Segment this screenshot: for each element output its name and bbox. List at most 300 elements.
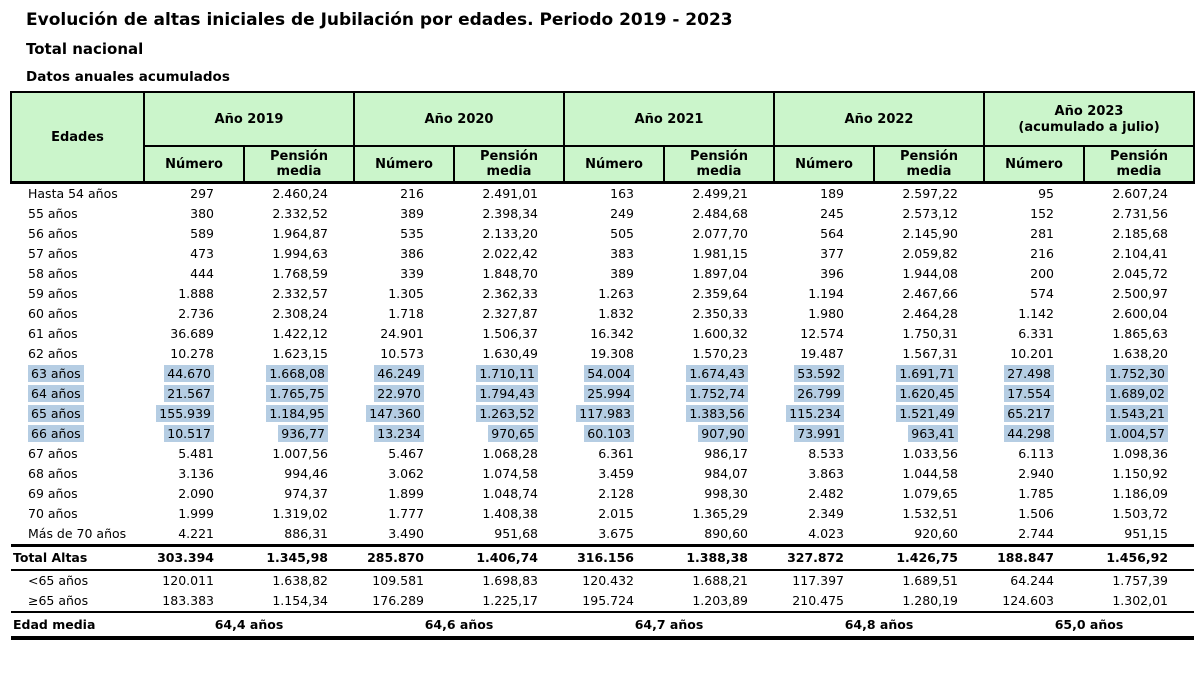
pension-cell: 2.133,20 xyxy=(482,226,538,241)
selection-highlight: 1.263,52 xyxy=(476,405,538,422)
header-year-2020: Año 2020 xyxy=(354,92,564,146)
table-row xyxy=(11,484,1194,504)
number-cell: 1.785 xyxy=(1018,486,1054,501)
selection-highlight: 65 años xyxy=(28,405,84,422)
row-label: Más de 70 años xyxy=(28,526,127,541)
pension-cell: 984,07 xyxy=(704,466,748,481)
selection-highlight: 907,90 xyxy=(698,425,748,442)
page-note: Datos anuales acumulados xyxy=(26,69,230,85)
pension-cell xyxy=(664,424,774,444)
number-cell: 3.062 xyxy=(388,466,424,481)
selection-highlight: 65.217 xyxy=(1004,405,1054,422)
number-cell: 389 xyxy=(400,206,424,221)
pension-cell: 986,17 xyxy=(704,446,748,461)
row-label: Hasta 54 años xyxy=(28,186,118,201)
number-cell: 473 xyxy=(190,246,214,261)
number-cell: 389 xyxy=(610,266,634,281)
number-cell: 36.689 xyxy=(170,326,214,341)
pension-cell xyxy=(874,424,984,444)
number-cell: 245 xyxy=(820,206,844,221)
selection-highlight: 1.752,74 xyxy=(686,385,748,402)
number-cell: 377 xyxy=(820,246,844,261)
selection-highlight: 1.543,21 xyxy=(1106,405,1168,422)
selection-highlight: 147.360 xyxy=(366,405,424,422)
pension-cell: 2.499,21 xyxy=(692,186,748,201)
pension-cell: 1.600,32 xyxy=(692,326,748,341)
selection-highlight: 60.103 xyxy=(584,425,634,442)
pension-cell xyxy=(244,364,354,384)
number-cell: 1.832 xyxy=(598,306,634,321)
pension-cell: 1.750,31 xyxy=(902,326,958,341)
pension-cell: 2.573,12 xyxy=(902,206,958,221)
table-row xyxy=(11,304,1194,324)
table-row xyxy=(11,224,1194,244)
pension-cell: 994,46 xyxy=(284,466,328,481)
pension-cell: 2.464,28 xyxy=(902,306,958,321)
table-row xyxy=(11,524,1194,546)
pension-cell: 1.033,56 xyxy=(902,446,958,461)
table-row xyxy=(11,183,1194,205)
number-cell: 1.718 xyxy=(388,306,424,321)
pension-cell: 1.345,98 xyxy=(244,546,354,571)
selection-highlight: 10.517 xyxy=(164,425,214,442)
pension-cell: 998,30 xyxy=(704,486,748,501)
row-label: 67 años xyxy=(28,446,78,461)
number-cell: 297 xyxy=(190,186,214,201)
pension-cell: 2.332,57 xyxy=(272,286,328,301)
pension-cell: 2.600,04 xyxy=(1112,306,1169,321)
row-label xyxy=(11,364,144,384)
pension-cell: 951,68 xyxy=(494,526,538,541)
number-cell: 95 xyxy=(1038,186,1054,201)
header-number: Número xyxy=(564,146,664,183)
pension-cell: 1.630,49 xyxy=(482,346,538,361)
table-row xyxy=(11,364,1194,384)
pension-cell: 2.308,24 xyxy=(272,306,328,321)
row-label: ≥65 años xyxy=(28,593,89,608)
number-cell: 386 xyxy=(400,246,424,261)
pension-cell: 1.079,65 xyxy=(902,486,958,501)
number-cell: 124.603 xyxy=(1002,593,1054,608)
pension-cell: 1.365,29 xyxy=(692,506,748,521)
pension-cell: 1.225,17 xyxy=(482,593,538,608)
pension-cell: 2.022,42 xyxy=(482,246,538,261)
selection-highlight: 1.004,57 xyxy=(1106,425,1168,442)
row-label xyxy=(11,384,144,404)
header-pension: Pensión media xyxy=(244,146,354,183)
header-pension: Pensión media xyxy=(1084,146,1194,183)
selection-highlight: 1.691,71 xyxy=(896,365,958,382)
pension-cell: 1.865,63 xyxy=(1112,326,1169,341)
number-cell: 210.475 xyxy=(792,593,844,608)
table-row xyxy=(11,324,1194,344)
pension-cell: 2.185,68 xyxy=(1112,226,1169,241)
number-cell: 6.361 xyxy=(598,446,634,461)
number-cell: 1.263 xyxy=(598,286,634,301)
number-cell: 574 xyxy=(1030,286,1054,301)
number-cell: 1.142 xyxy=(1018,306,1054,321)
pension-cell xyxy=(454,364,564,384)
number-cell: 3.136 xyxy=(178,466,214,481)
number-cell: 2.744 xyxy=(1018,526,1054,541)
number-cell: 444 xyxy=(190,266,214,281)
selection-highlight: 1.689,02 xyxy=(1106,385,1168,402)
pension-cell: 2.045,72 xyxy=(1112,266,1169,281)
pension-cell: 2.484,68 xyxy=(692,206,748,221)
number-cell: 249 xyxy=(610,206,634,221)
pension-cell: 1.981,15 xyxy=(692,246,748,261)
row-label: 68 años xyxy=(28,466,78,481)
number-cell xyxy=(144,404,244,424)
pension-cell: 1.638,82 xyxy=(272,573,328,588)
pension-cell: 1.048,74 xyxy=(482,486,538,501)
sub-header-row xyxy=(11,146,1194,183)
number-cell: 152 xyxy=(1030,206,1054,221)
pension-cell: 1.068,28 xyxy=(482,446,538,461)
pension-cell xyxy=(1084,384,1194,404)
number-cell xyxy=(354,404,454,424)
header-number: Número xyxy=(144,146,244,183)
table-row xyxy=(11,404,1194,424)
header-pension: Pensión media xyxy=(874,146,984,183)
number-cell: 8.533 xyxy=(808,446,844,461)
number-cell: 1.999 xyxy=(178,506,214,521)
number-cell: 281 xyxy=(1030,226,1054,241)
average-age-cell: 64,4 años xyxy=(144,612,354,638)
number-cell: 3.490 xyxy=(388,526,424,541)
pension-cell xyxy=(1084,404,1194,424)
pension-cell xyxy=(664,384,774,404)
number-cell: 200 xyxy=(1030,266,1054,281)
selection-highlight: 63 años xyxy=(28,365,84,382)
number-cell: 16.342 xyxy=(590,326,634,341)
number-cell xyxy=(564,424,664,444)
header-year-2022: Año 2022 xyxy=(774,92,984,146)
pension-cell: 974,37 xyxy=(284,486,328,501)
row-label: <65 años xyxy=(28,573,89,588)
pension-cell: 1.203,89 xyxy=(692,593,748,608)
number-cell xyxy=(774,424,874,444)
row-label: Edad media xyxy=(11,612,144,638)
number-cell xyxy=(984,364,1084,384)
pension-cell: 1.388,38 xyxy=(664,546,774,571)
header-number: Número xyxy=(354,146,454,183)
pension-cell: 2.104,41 xyxy=(1112,246,1169,261)
pension-cell: 1.074,58 xyxy=(482,466,538,481)
number-cell: 2.090 xyxy=(178,486,214,501)
header-year-2019: Año 2019 xyxy=(144,92,354,146)
pension-cell: 1.848,70 xyxy=(482,266,538,281)
row-label: 60 años xyxy=(28,306,78,321)
row-label: 59 años xyxy=(28,286,78,301)
pension-cell: 1.456,92 xyxy=(1084,546,1194,571)
pension-cell: 1.154,34 xyxy=(272,593,328,608)
table-row xyxy=(11,284,1194,304)
number-cell: 1.899 xyxy=(388,486,424,501)
pension-cell: 2.607,24 xyxy=(1112,186,1169,201)
number-cell: 5.481 xyxy=(178,446,214,461)
selection-highlight: 155.939 xyxy=(156,405,214,422)
row-label: 56 años xyxy=(28,226,78,241)
pension-cell xyxy=(454,384,564,404)
header-edades: Edades xyxy=(11,92,144,183)
number-cell: 12.574 xyxy=(800,326,844,341)
pension-cell: 1.098,36 xyxy=(1112,446,1169,461)
selection-highlight: 1.765,75 xyxy=(266,385,328,402)
number-cell: 2.015 xyxy=(598,506,634,521)
pension-table xyxy=(10,91,1195,640)
number-cell: 589 xyxy=(190,226,214,241)
pension-cell: 1.150,92 xyxy=(1112,466,1169,481)
number-cell: 1.194 xyxy=(808,286,844,301)
row-label xyxy=(11,404,144,424)
pension-cell: 2.059,82 xyxy=(902,246,958,261)
pension-cell xyxy=(664,404,774,424)
pension-cell xyxy=(244,424,354,444)
pension-cell: 1.688,21 xyxy=(692,573,748,588)
number-cell xyxy=(984,384,1084,404)
number-cell xyxy=(774,384,874,404)
pension-cell: 2.460,24 xyxy=(272,186,328,201)
selection-highlight: 1.383,56 xyxy=(686,405,748,422)
number-cell: 120.432 xyxy=(582,573,634,588)
pension-cell: 2.077,70 xyxy=(692,226,748,241)
number-cell xyxy=(564,364,664,384)
number-cell: 6.331 xyxy=(1018,326,1054,341)
number-cell: 109.581 xyxy=(372,573,424,588)
average-age-cell: 64,7 años xyxy=(564,612,774,638)
number-cell: 10.278 xyxy=(170,346,214,361)
number-cell: 2.349 xyxy=(808,506,844,521)
number-cell xyxy=(144,424,244,444)
title-block xyxy=(26,10,1200,85)
pension-cell: 2.332,52 xyxy=(272,206,328,221)
pension-cell: 1.408,38 xyxy=(482,506,538,521)
number-cell: 120.011 xyxy=(162,573,214,588)
pension-cell: 2.398,34 xyxy=(482,206,538,221)
number-cell: 216 xyxy=(400,186,424,201)
number-cell xyxy=(984,424,1084,444)
selection-highlight: 970,65 xyxy=(488,425,538,442)
number-cell: 3.459 xyxy=(598,466,634,481)
pension-cell: 1.638,20 xyxy=(1112,346,1169,361)
pension-cell: 1.768,59 xyxy=(272,266,328,281)
number-cell xyxy=(774,364,874,384)
pension-cell: 920,60 xyxy=(914,526,958,541)
table-row xyxy=(11,464,1194,484)
selection-highlight: 54.004 xyxy=(584,365,634,382)
table-row xyxy=(11,546,1194,571)
selection-highlight: 1.620,45 xyxy=(896,385,958,402)
table-body xyxy=(11,183,1194,639)
pension-cell: 2.500,97 xyxy=(1112,286,1169,301)
table-header xyxy=(11,92,1194,183)
number-cell: 117.397 xyxy=(792,573,844,588)
selection-highlight: 44.298 xyxy=(1004,425,1054,442)
number-cell: 396 xyxy=(820,266,844,281)
pension-cell: 1.570,23 xyxy=(692,346,748,361)
number-cell: 163 xyxy=(610,186,634,201)
average-age-cell: 65,0 años xyxy=(984,612,1194,638)
pension-cell: 1.944,08 xyxy=(902,266,958,281)
pension-cell: 1.406,74 xyxy=(454,546,564,571)
selection-highlight: 13.234 xyxy=(374,425,424,442)
pension-cell: 2.350,33 xyxy=(692,306,748,321)
page-subtitle: Total nacional xyxy=(26,40,144,58)
number-cell: 188.847 xyxy=(984,546,1084,571)
average-age-cell: 64,6 años xyxy=(354,612,564,638)
number-cell: 183.383 xyxy=(162,593,214,608)
number-cell: 19.487 xyxy=(800,346,844,361)
selection-highlight: 73.991 xyxy=(794,425,844,442)
number-cell: 3.863 xyxy=(808,466,844,481)
selection-highlight: 1.794,43 xyxy=(476,385,538,402)
pension-cell: 1.426,75 xyxy=(874,546,984,571)
number-cell xyxy=(354,384,454,404)
pension-cell: 2.491,01 xyxy=(482,186,538,201)
table-row xyxy=(11,244,1194,264)
pension-cell: 1.532,51 xyxy=(902,506,958,521)
selection-highlight: 25.994 xyxy=(584,385,634,402)
header-pension: Pensión media xyxy=(454,146,564,183)
pension-cell xyxy=(454,424,564,444)
pension-cell: 1.503,72 xyxy=(1112,506,1169,521)
pension-cell: 1.567,31 xyxy=(902,346,958,361)
number-cell xyxy=(564,404,664,424)
number-cell: 4.221 xyxy=(178,526,214,541)
selection-highlight: 46.249 xyxy=(374,365,424,382)
number-cell: 383 xyxy=(610,246,634,261)
number-cell: 189 xyxy=(820,186,844,201)
selection-highlight: 117.983 xyxy=(576,405,634,422)
pension-cell: 1.422,12 xyxy=(272,326,328,341)
number-cell: 535 xyxy=(400,226,424,241)
header-year-2021: Año 2021 xyxy=(564,92,774,146)
pension-cell: 1.964,87 xyxy=(272,226,328,241)
selection-highlight: 936,77 xyxy=(278,425,328,442)
page-title: Evolución de altas iniciales de Jubilación por edades. Periodo 2019 - 2023 xyxy=(26,10,733,30)
selection-highlight: 53.592 xyxy=(794,365,844,382)
number-cell: 2.482 xyxy=(808,486,844,501)
number-cell: 195.724 xyxy=(582,593,634,608)
header-number: Número xyxy=(984,146,1084,183)
row-label: 70 años xyxy=(28,506,78,521)
number-cell: 24.901 xyxy=(380,326,424,341)
header-year-2023: Año 2023 (acumulado a julio) xyxy=(984,92,1194,146)
number-cell xyxy=(354,364,454,384)
pension-cell: 2.359,64 xyxy=(692,286,748,301)
pension-cell xyxy=(874,404,984,424)
number-cell: 4.023 xyxy=(808,526,844,541)
pension-cell: 1.044,58 xyxy=(902,466,958,481)
table-row xyxy=(11,424,1194,444)
table-row xyxy=(11,344,1194,364)
pension-cell xyxy=(1084,424,1194,444)
selection-highlight: 1.710,11 xyxy=(476,365,538,382)
number-cell: 1.980 xyxy=(808,306,844,321)
pension-cell: 1.007,56 xyxy=(272,446,328,461)
pension-cell: 2.731,56 xyxy=(1112,206,1169,221)
selection-highlight: 1.668,08 xyxy=(266,365,328,382)
number-cell: 1.888 xyxy=(178,286,214,301)
number-cell: 10.201 xyxy=(1010,346,1054,361)
row-label: 61 años xyxy=(28,326,78,341)
selection-highlight: 963,41 xyxy=(908,425,958,442)
selection-highlight: 115.234 xyxy=(786,405,844,422)
selection-highlight: 1.752,30 xyxy=(1106,365,1168,382)
pension-cell: 1.623,15 xyxy=(272,346,328,361)
selection-highlight: 44.670 xyxy=(164,365,214,382)
number-cell: 2.940 xyxy=(1018,466,1054,481)
pension-cell: 1.506,37 xyxy=(482,326,538,341)
pension-cell xyxy=(874,384,984,404)
pension-cell: 1.757,39 xyxy=(1112,573,1169,588)
number-cell: 285.870 xyxy=(354,546,454,571)
number-cell: 316.156 xyxy=(564,546,664,571)
number-cell: 1.305 xyxy=(388,286,424,301)
table-row xyxy=(11,591,1194,612)
pension-cell: 886,31 xyxy=(284,526,328,541)
row-label xyxy=(11,424,144,444)
row-label: 57 años xyxy=(28,246,78,261)
average-age-cell: 64,8 años xyxy=(774,612,984,638)
row-label: 58 años xyxy=(28,266,78,281)
row-label: Total Altas xyxy=(11,546,144,571)
selection-highlight: 1.674,43 xyxy=(686,365,748,382)
selection-highlight: 1.184,95 xyxy=(266,405,328,422)
number-cell xyxy=(144,384,244,404)
row-label: 55 años xyxy=(28,206,78,221)
number-cell: 327.872 xyxy=(774,546,874,571)
header-number: Número xyxy=(774,146,874,183)
number-cell: 1.506 xyxy=(1018,506,1054,521)
pension-cell: 2.597,22 xyxy=(902,186,958,201)
selection-highlight: 64 años xyxy=(28,385,84,402)
number-cell: 216 xyxy=(1030,246,1054,261)
pension-cell: 1.897,04 xyxy=(692,266,748,281)
number-cell: 564 xyxy=(820,226,844,241)
number-cell: 2.128 xyxy=(598,486,634,501)
row-label: 62 años xyxy=(28,346,78,361)
number-cell xyxy=(564,384,664,404)
pension-cell: 1.698,83 xyxy=(482,573,538,588)
pension-cell: 1.186,09 xyxy=(1112,486,1169,501)
number-cell: 10.573 xyxy=(380,346,424,361)
table-row xyxy=(11,264,1194,284)
table-row xyxy=(11,204,1194,224)
number-cell xyxy=(984,404,1084,424)
table-row-average-age xyxy=(11,612,1194,638)
number-cell xyxy=(774,404,874,424)
table-row xyxy=(11,504,1194,524)
number-cell: 1.777 xyxy=(388,506,424,521)
number-cell: 2.736 xyxy=(178,306,214,321)
number-cell: 176.289 xyxy=(372,593,424,608)
number-cell: 505 xyxy=(610,226,634,241)
pension-cell: 2.362,33 xyxy=(482,286,538,301)
number-cell: 6.113 xyxy=(1018,446,1054,461)
pension-cell: 1.689,51 xyxy=(902,573,958,588)
pension-cell: 2.145,90 xyxy=(902,226,958,241)
header-pension: Pensión media xyxy=(664,146,774,183)
pension-cell: 1.994,63 xyxy=(272,246,328,261)
pension-cell: 951,15 xyxy=(1124,526,1169,541)
pension-cell: 2.327,87 xyxy=(482,306,538,321)
number-cell: 3.675 xyxy=(598,526,634,541)
number-cell: 5.467 xyxy=(388,446,424,461)
pension-cell: 2.467,66 xyxy=(902,286,958,301)
number-cell: 380 xyxy=(190,206,214,221)
